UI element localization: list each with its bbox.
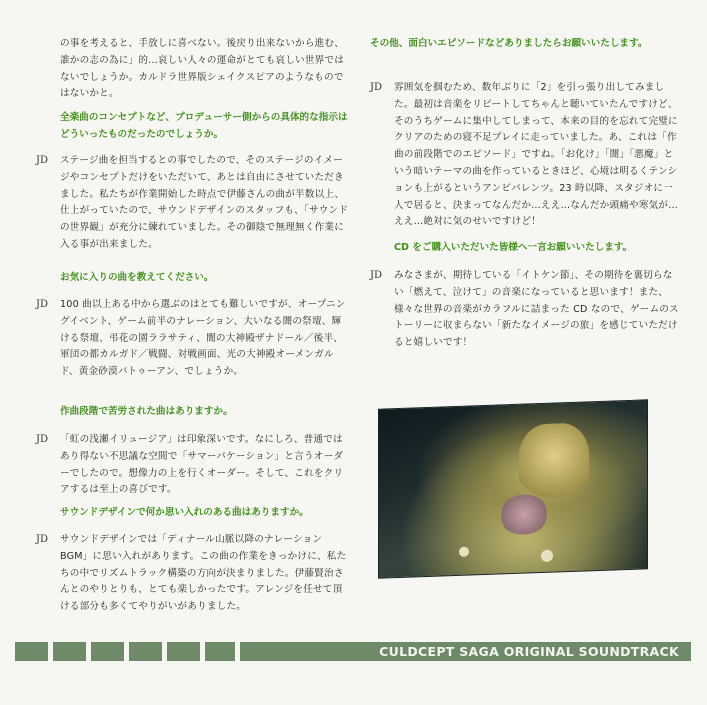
footer-square [53, 642, 86, 661]
speaker-label: JD [36, 434, 49, 445]
album-title: CULDCEPT SAGA ORIGINAL SOUNDTRACK [240, 642, 691, 661]
orb [459, 547, 469, 557]
answer-text: 雰囲気を掴むため、数年ぶりに「2」を引っ張り出してみました。最初は音楽をリピートしてちゃんと聴いていたんですけど、そのうちゲームに集中してしまって、本来の目的を忘れて完璧にクリアのための寝不足プレイに走っていました。あ、これは「作曲の前段階でのエピソード」ですね。「お化け」「闇」「悪魔」という暗いテーマの曲を作っているときほど、心境は明るくテンションも上がるというアンビバレンツ。23 時以降、スタジオに一人で居ると、決まってなんだか…ええ…なんだか頭痛や寒気が…ええ…絶対に気のせいですけど！ [394, 82, 679, 228]
footer-bar [15, 640, 691, 662]
game-screenshot-image [378, 399, 648, 578]
footer-square [15, 642, 48, 661]
answer-text: 「虹の浅瀬イリュージア」は印象深いです。なにしろ、普通ではあり得ない不思議な空間で「サマーバケーション」と言うオーダーでしたので。想像力の上を行くオーダー。そして、これをクリアするは至上の喜びです。 [60, 434, 344, 496]
question-favorite: お気に入りの曲を教えてください。 [60, 272, 214, 283]
question-concept: 全楽曲のコンセプトなど、プロデューサー側からの具体的な指示はどういったものだったのでしょうか。 [60, 112, 348, 140]
speaker-label: JD [36, 155, 49, 166]
answer-sound-design [36, 532, 350, 616]
answer-text: 100 曲以上ある中から選ぶのはとても難しいですが、オープニングイベント、ゲーム前半のナレーション、大いなる闇の祭壇、輝ける祭壇、弔花の園ララサティ、闇の大神殿ザナドール／後半、軍団の都カルガド／戦闘、対戦画面、光の大神殿オーメンガルド、黄金砂漠バトゥーアン、でしょうか。 [60, 299, 346, 378]
answer-message [370, 268, 682, 352]
answer-favorite [36, 297, 350, 381]
speaker-label: JD [370, 82, 383, 93]
orb [541, 550, 553, 562]
question-difficult: 作曲段階で苦労された曲はありますか。 [60, 406, 233, 417]
footer-square [91, 642, 124, 661]
answer-difficult [36, 432, 350, 499]
question-episode: その他、面白いエピソードなどありましたらお願いいたします。 [370, 38, 648, 49]
answer-concept [36, 153, 350, 254]
speaker-label: JD [36, 299, 49, 310]
question-message: CD をご購入いただいた皆様へ一言お願いいたします。 [394, 242, 633, 253]
answer-episode [370, 80, 682, 231]
answer-text: ステージ曲を担当するとの事でしたので、そのステージのイメージやコンセプトだけをいただいて、あとは自由にさせていただきました。私たちが作業開始した時点で伊藤さんの曲が半数以上、仕上がっていたので、サウンドデザインのスタッフも、「サウンドの世界観」が充分に練れていました。その御陰で無理無く作業に入る事が出来ました。 [60, 155, 349, 250]
speaker-label: JD [36, 534, 49, 545]
answer-text: みなさまが、期待している「イトケン節」、その期待を裏切らない「燃えて、泣けて」の音楽になっていると思います！また、様々な世界の音楽がカラフルに詰まった CD なので、ゲームのストーリーに収まらない「新たなイメージの旅」を感じていただけると嬉しいです！ [394, 270, 679, 349]
speaker-label: JD [370, 270, 383, 281]
footer-square [167, 642, 200, 661]
footer-square [129, 642, 162, 661]
intro-paragraph: の事を考えると、手放しに喜べない。後戻り出来ないから進む、誰かの志の為に」的…哀しい人々の運命がとても哀しい世界ではないでしょうか。カルドラ世界版シェイクスピアのようなものではないかと。 [60, 38, 345, 100]
character-figure [519, 422, 589, 504]
question-sound-design: サウンドデザインで何か思い入れのある曲はありますか。 [60, 507, 309, 518]
answer-text: サウンドデザインでは「ディナール山脈以降のナレーション BGM」に思い入れがあります。この曲の作業をきっかけに、私たちの中でリズムトラック構築の方向が決まりました。伊藤賢治さんとのやりとりも、とても楽しかったです。アレンジを任せて頂ける部分も多くてやりがいがありました。 [60, 534, 347, 613]
creature-figure [499, 494, 549, 536]
footer-square [205, 642, 235, 661]
